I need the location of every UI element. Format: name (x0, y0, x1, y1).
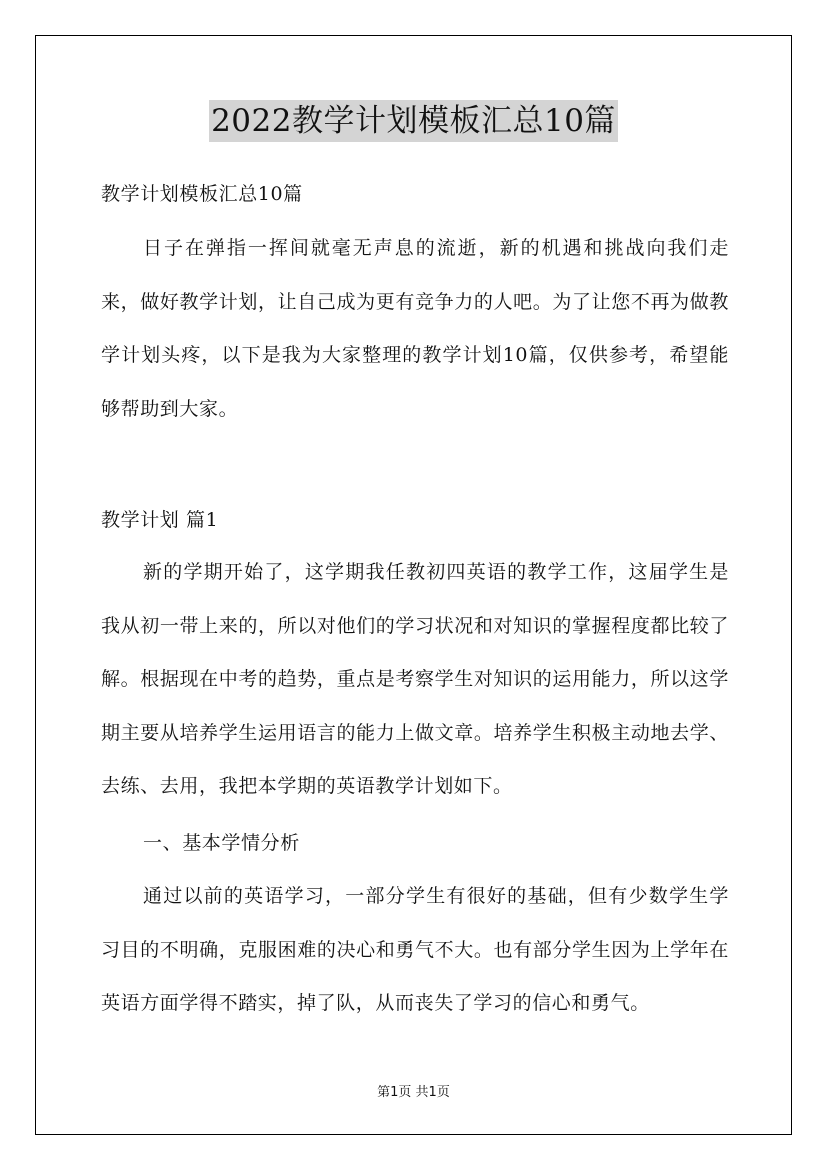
document-title-container (0, 100, 827, 142)
page-number: 第1页 共1页 (377, 1085, 450, 1100)
document-title: 2022教学计划模板汇总10篇 (209, 100, 618, 142)
section-paragraph: 通过以前的英语学习，一部分学生有很好的基础，但有少数学生学习目的不明确，克服困难的决心和勇气不大。也有部分学生因为上学年在英语方面学得不踏实，掉了队，从而丧失了学习的信心和勇气。 (101, 885, 729, 1014)
document-subtitle: 教学计划模板汇总10篇 (101, 183, 303, 205)
intro-paragraph: 日子在弹指一挥间就毫无声息的流逝，新的机遇和挑战向我们走来，做好教学计划，让自己成为更有竞争力的人吧。为了让您不再为做教学计划头疼，以下是我为大家整理的教学计划10篇，仅供参考，希望能够帮助到大家。 (101, 237, 729, 420)
section-paragraph: 新的学期开始了，这学期我任教初四英语的教学工作，这届学生是我从初一带上来的，所以对他们的学习状况和对知识的掌握程度都比较了解。根据现在中考的趋势，重点是考察学生对知识的运用能力，所以这学期主要从培养学生运用语言的能力上做文章。培养学生积极主动地去学、去练、去用，我把本学期的英语教学计划如下。 (101, 561, 729, 797)
section-subheading: 一、基本学情分析 (143, 832, 300, 854)
section-heading: 教学计划 篇1 (101, 509, 219, 531)
page-footer (0, 1081, 827, 1100)
